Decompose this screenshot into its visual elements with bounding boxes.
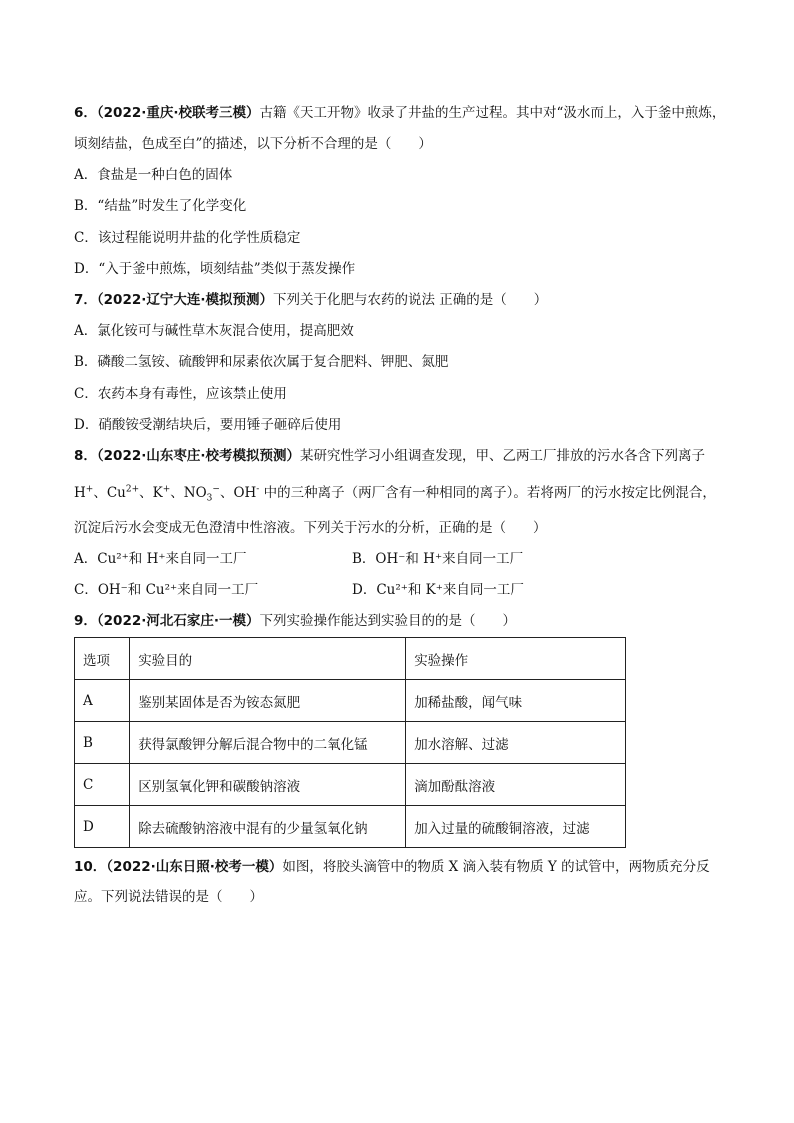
q6-stem-line2: 顷刻结盐，色成至白”的描述，以下分析不合理的是（ ） — [74, 136, 432, 152]
q6-option-b: B．“结盐”时发生了化学变化 — [74, 198, 247, 214]
table-header-cell: 实验操作 — [406, 638, 626, 680]
q6-stem-text1: 古籍《天工开物》收录了井盐的生产过程。其中对“汲水而上，入于釜中煎炼， — [259, 105, 726, 121]
table-row — [75, 680, 626, 722]
q9-stem — [74, 612, 516, 630]
table-cell: 加入过量的硫酸铜溶液，过滤 — [406, 806, 626, 848]
q8-stem-text1: 某研究性学习小组调查发现，甲、乙两工厂排放的污水各含下列离子 — [300, 448, 705, 464]
table-cell: C — [75, 764, 130, 806]
q6-option-d: D．“入于釜中煎炼，顷刻结盐”类似于蒸发操作 — [74, 261, 356, 277]
table-cell: 滴加酚酞溶液 — [406, 764, 626, 806]
q10-source: （2022·山东日照·校考一模） — [106, 859, 283, 875]
q6-number: 6． — [74, 105, 97, 121]
table-header-row — [75, 638, 626, 680]
q10-stem-text1: 如图，将胶头滴管中的物质 X 滴入装有物质 Y 的试管中，两物质充分反 — [282, 859, 710, 875]
q6-stem-line1 — [74, 104, 725, 122]
table-cell: A — [75, 680, 130, 722]
table-cell: B — [75, 722, 130, 764]
ion-oh-charge: - — [256, 484, 260, 495]
q9-stem-text: 下列实验操作能达到实验目的的是（ ） — [259, 613, 516, 629]
ion-cu: 、Cu — [93, 485, 126, 501]
q9-number: 9． — [74, 613, 97, 629]
q7-stem-text: 下列关于化肥与农药的说法 正确的是（ ） — [273, 292, 548, 308]
q10-stem-line1 — [74, 858, 710, 876]
q9-source: （2022·河北石家庄·一模） — [96, 613, 260, 629]
q8-stem-line1 — [74, 447, 705, 465]
ion-cu-charge: 2+ — [125, 484, 140, 495]
table-cell: 除去硫酸钠溶液中混有的少量氢氧化钠 — [130, 806, 406, 848]
table-cell: 获得氯酸钾分解后混合物中的二氧化锰 — [130, 722, 406, 764]
ion-oh: 、OH — [219, 485, 257, 501]
table-cell: 加稀盐酸，闻气味 — [406, 680, 626, 722]
q7-option-d: D．硝酸铵受潮结块后，要用锤子砸碎后使用 — [74, 417, 342, 433]
q7-option-c: C．农药本身有毒性，应该禁止使用 — [74, 386, 287, 402]
ion-h: H — [74, 485, 86, 501]
q8-source: （2022·山东枣庄·校考模拟预测） — [96, 448, 300, 464]
table-cell: D — [75, 806, 130, 848]
q6-option-a: A．食盐是一种白色的固体 — [74, 167, 233, 183]
q7-number: 7． — [74, 292, 97, 308]
q8-stem-text2: 中的三种离子（两厂含有一种相同的离子）。若将两厂的污水按定比例混合， — [259, 485, 716, 501]
table-header-cell: 选项 — [75, 638, 130, 680]
q8-number: 8． — [74, 448, 97, 464]
q9-table — [74, 637, 626, 848]
q8-option-d: D．Cu²⁺和 K⁺来自同一工厂 — [352, 582, 524, 598]
q8-option-a: A．Cu²⁺和 H⁺来自同一工厂 — [74, 551, 247, 567]
table-row — [75, 806, 626, 848]
q8-option-b: B．OH⁻和 H⁺来自同一工厂 — [352, 551, 524, 567]
table-row — [75, 764, 626, 806]
table-row — [75, 722, 626, 764]
q8-stem-line3: 沉淀后污水会变成无色澄清中性溶液。下列关于污水的分析，正确的是（ ） — [74, 520, 547, 536]
q7-option-b: B．磷酸二氢铵、硫酸钾和尿素依次属于复合肥料、钾肥、氮肥 — [74, 354, 449, 370]
q8-option-c: C．OH⁻和 Cu²⁺来自同一工厂 — [74, 582, 259, 598]
q7-option-a: A．氯化铵可与碱性草木灰混合使用，提高肥效 — [74, 323, 354, 339]
table-cell: 鉴别某固体是否为铵态氮肥 — [130, 680, 406, 722]
ion-no3-charge: − — [212, 484, 220, 495]
ion-h-charge: + — [85, 484, 94, 495]
ion-no3-subscript: 3 — [206, 493, 213, 504]
ion-k: 、K — [139, 485, 163, 501]
ion-no3: 、NO — [170, 485, 207, 501]
q7-stem — [74, 291, 547, 309]
table-header-cell: 实验目的 — [130, 638, 406, 680]
q8-stem-line2 — [74, 484, 716, 502]
q6-source: （2022·重庆·校联考三模） — [96, 105, 260, 121]
q10-number: 10． — [74, 859, 107, 875]
q7-source: （2022·辽宁大连·模拟预测） — [96, 292, 273, 308]
q10-stem-line2: 应。下列说法错误的是（ ） — [74, 889, 263, 905]
table-cell: 区别氢氧化钾和碳酸钠溶液 — [130, 764, 406, 806]
q6-option-c: C．该过程能说明井盐的化学性质稳定 — [74, 230, 301, 246]
table-cell: 加水溶解、过滤 — [406, 722, 626, 764]
ion-k-charge: + — [162, 484, 171, 495]
